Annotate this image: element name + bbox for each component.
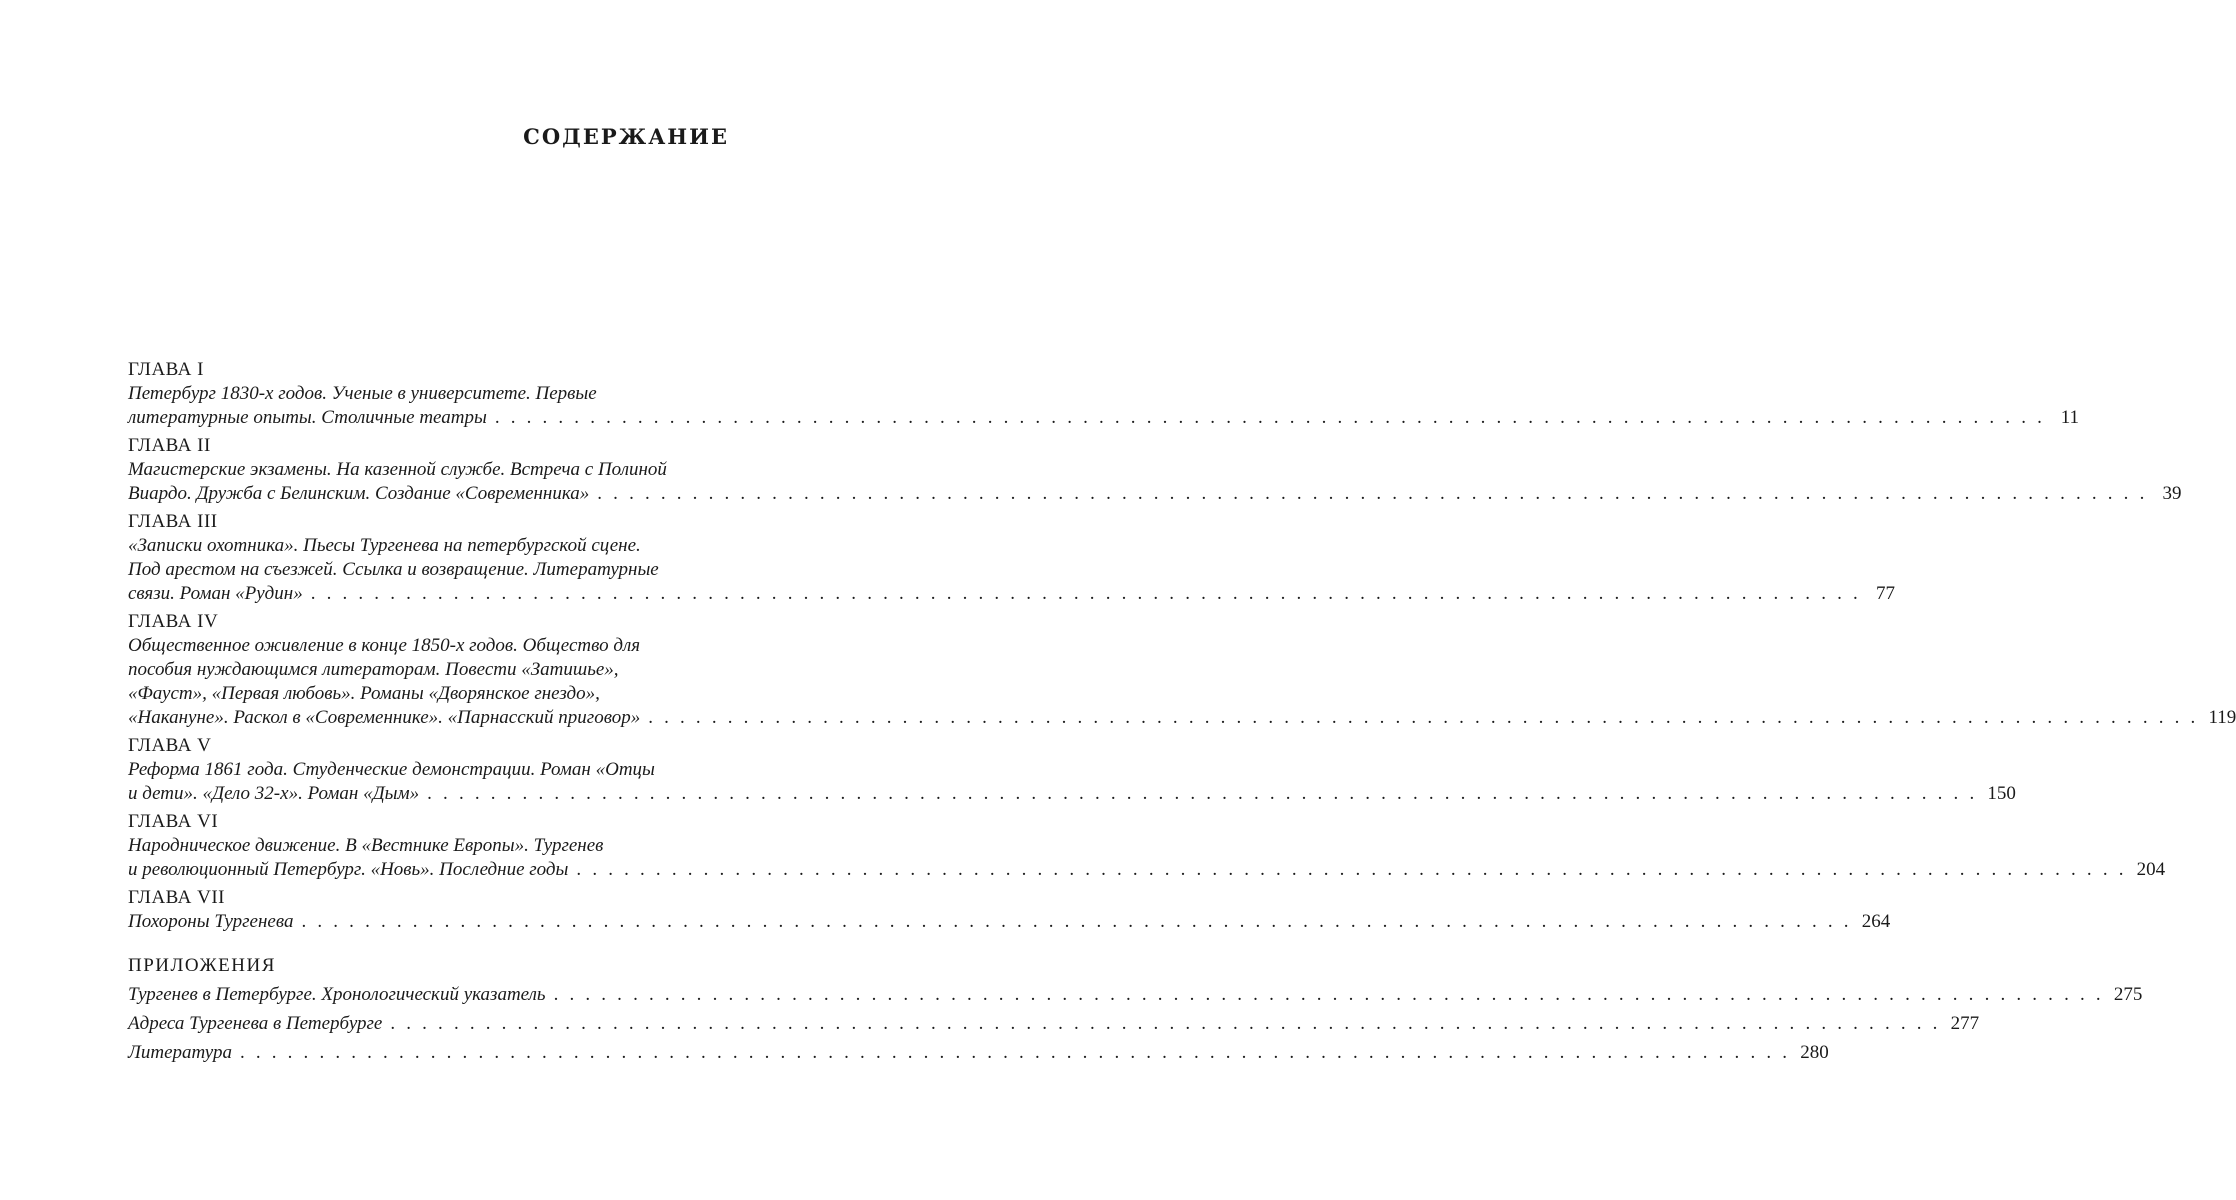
chapter-list bbox=[128, 358, 2236, 934]
chapter-description-line: Под арестом на съезжей. Ссылка и возвращение. Литературные bbox=[128, 559, 659, 580]
chapter-label: ГЛАВА II bbox=[128, 435, 211, 456]
toc-entry-link[interactable] bbox=[128, 858, 2166, 882]
appendices-title: ПРИЛОЖЕНИЯ bbox=[128, 955, 276, 976]
dot-leader: . . . . . . . . . . . . . . . . . . . . . . . . . . . . . . . . . . . . . . . . . . . . . . . . . . . . . . . . . . . . . . . . . . . . . . . . . . . . . . . . . . . . . . . . . . . . . . . . . . bbox=[494, 407, 2046, 428]
toc-entry-link[interactable] bbox=[128, 982, 2143, 1007]
appendix-entry bbox=[128, 1040, 1829, 1065]
toc-entry-link[interactable] bbox=[128, 910, 1891, 934]
entry-title: связи. Роман «Рудин» bbox=[128, 583, 303, 604]
page-title: СОДЕРЖАНИЕ bbox=[523, 124, 729, 149]
appendix-entry bbox=[128, 1011, 1980, 1036]
chapter-description-line: Петербург 1830-х годов. Ученые в университете. Первые bbox=[128, 383, 597, 404]
chapter-entry bbox=[128, 434, 2182, 506]
chapter-label: ГЛАВА IV bbox=[128, 611, 219, 632]
chapter-description-line: пособия нуждающимся литераторам. Повести «Затишье», bbox=[128, 659, 619, 680]
dot-leader: . . . . . . . . . . . . . . . . . . . . . . . . . . . . . . . . . . . . . . . . . . . . . . . . . . . . . . . . . . . . . . . . . . . . . . . . . . . . . . . . . . . . . . . . . . . . . . . . . . bbox=[239, 1042, 1791, 1063]
dot-leader: . . . . . . . . . . . . . . . . . . . . . . . . . . . . . . . . . . . . . . . . . . . . . . . . . . . . . . . . . . . . . . . . . . . . . . . . . . . . . . . . . . . . . . . . . . . . . . . . . . bbox=[648, 707, 2199, 728]
chapter-description-line: «Записки охотника». Пьесы Тургенева на петербургской сцене. bbox=[128, 535, 641, 556]
chapter-entry bbox=[128, 358, 2080, 430]
page-number: 39 bbox=[2162, 483, 2182, 504]
entry-title: Похороны Тургенева bbox=[128, 911, 294, 932]
dot-leader: . . . . . . . . . . . . . . . . . . . . . . . . . . . . . . . . . . . . . . . . . . . . . . . . . . . . . . . . . . . . . . . . . . . . . . . . . . . . . . . . . . . . . . . . . . . . . . . . . . bbox=[390, 1013, 1941, 1034]
entry-title: и революционный Петербург. «Новь». Последние годы bbox=[128, 859, 569, 880]
toc-entry-link[interactable] bbox=[128, 406, 2080, 430]
appendix-entry bbox=[128, 982, 2143, 1007]
entry-title: Литература bbox=[128, 1042, 232, 1063]
entry-title: «Накануне». Раскол в «Современнике». «Парнасский приговор» bbox=[128, 707, 641, 728]
chapter-label: ГЛАВА I bbox=[128, 359, 204, 380]
chapter-entry bbox=[128, 510, 1895, 606]
dot-leader: . . . . . . . . . . . . . . . . . . . . . . . . . . . . . . . . . . . . . . . . . . . . . . . . . . . . . . . . . . . . . . . . . . . . . . . . . . . . . . . . . . . . . . . . . . . . . . . . . . bbox=[553, 984, 2104, 1005]
chapter-entry bbox=[128, 610, 2236, 730]
entry-title: литературные опыты. Столичные театры bbox=[128, 407, 487, 428]
chapter-description-line: Народническое движение. В «Вестнике Европы». Тургенев bbox=[128, 835, 604, 856]
appendices-section bbox=[128, 954, 2143, 1065]
page-number: 280 bbox=[1800, 1042, 1829, 1063]
page-number: 275 bbox=[2113, 984, 2143, 1005]
chapter-entry bbox=[128, 734, 2016, 806]
page-number: 119 bbox=[2208, 707, 2236, 728]
page-number: 277 bbox=[1950, 1013, 1980, 1034]
page-number: 264 bbox=[1861, 911, 1891, 932]
entry-title: Виардо. Дружба с Белинским. Создание «Современника» bbox=[128, 483, 590, 504]
toc-entry-link[interactable] bbox=[128, 1040, 1829, 1065]
appendix-list bbox=[128, 982, 2143, 1065]
chapter-label: ГЛАВА VI bbox=[128, 811, 219, 832]
dot-leader: . . . . . . . . . . . . . . . . . . . . . . . . . . . . . . . . . . . . . . . . . . . . . . . . . . . . . . . . . . . . . . . . . . . . . . . . . . . . . . . . . . . . . . . . . . . . . . . . . . bbox=[301, 911, 1852, 932]
chapter-label: ГЛАВА III bbox=[128, 511, 218, 532]
dot-leader: . . . . . . . . . . . . . . . . . . . . . . . . . . . . . . . . . . . . . . . . . . . . . . . . . . . . . . . . . . . . . . . . . . . . . . . . . . . . . . . . . . . . . . . . . . . . . . . . . . bbox=[597, 483, 2148, 504]
chapter-label: ГЛАВА VII bbox=[128, 887, 225, 908]
page-number: 11 bbox=[2060, 407, 2080, 428]
toc-entry-link[interactable] bbox=[128, 482, 2182, 506]
dot-leader: . . . . . . . . . . . . . . . . . . . . . . . . . . . . . . . . . . . . . . . . . . . . . . . . . . . . . . . . . . . . . . . . . . . . . . . . . . . . . . . . . . . . . . . . . . . . . . . . . . bbox=[576, 859, 2127, 880]
chapter-description-line: «Фауст», «Первая любовь». Романы «Дворянское гнездо», bbox=[128, 683, 600, 704]
toc-entry-link[interactable] bbox=[128, 782, 2016, 806]
entry-title: и дети». «Дело 32-х». Роман «Дым» bbox=[128, 783, 420, 804]
toc-entry-link[interactable] bbox=[128, 582, 1895, 606]
toc-entry-link[interactable] bbox=[128, 1011, 1980, 1036]
dot-leader: . . . . . . . . . . . . . . . . . . . . . . . . . . . . . . . . . . . . . . . . . . . . . . . . . . . . . . . . . . . . . . . . . . . . . . . . . . . . . . . . . . . . . . . . . . . . . . . . . . bbox=[310, 583, 1861, 604]
dot-leader: . . . . . . . . . . . . . . . . . . . . . . . . . . . . . . . . . . . . . . . . . . . . . . . . . . . . . . . . . . . . . . . . . . . . . . . . . . . . . . . . . . . . . . . . . . . . . . . . . . bbox=[427, 783, 1978, 804]
toc-entry-link[interactable] bbox=[128, 706, 2236, 730]
page-number: 150 bbox=[1987, 783, 2016, 804]
entry-title: Тургенев в Петербурге. Хронологический указатель bbox=[128, 984, 546, 1005]
chapter-description-line: Общественное оживление в конце 1850-х годов. Общество для bbox=[128, 635, 641, 656]
chapter-label: ГЛАВА V bbox=[128, 735, 212, 756]
entry-title: Адреса Тургенева в Петербурге bbox=[128, 1013, 383, 1034]
chapter-entry bbox=[128, 810, 2166, 882]
chapter-entry bbox=[128, 886, 1891, 934]
page-number: 204 bbox=[2136, 859, 2166, 880]
page-number: 77 bbox=[1875, 583, 1895, 604]
chapter-description-line: Магистерские экзамены. На казенной службе. Встреча с Полиной bbox=[128, 459, 667, 480]
chapter-description-line: Реформа 1861 года. Студенческие демонстрации. Роман «Отцы bbox=[128, 759, 655, 780]
table-of-contents bbox=[128, 358, 2236, 1065]
